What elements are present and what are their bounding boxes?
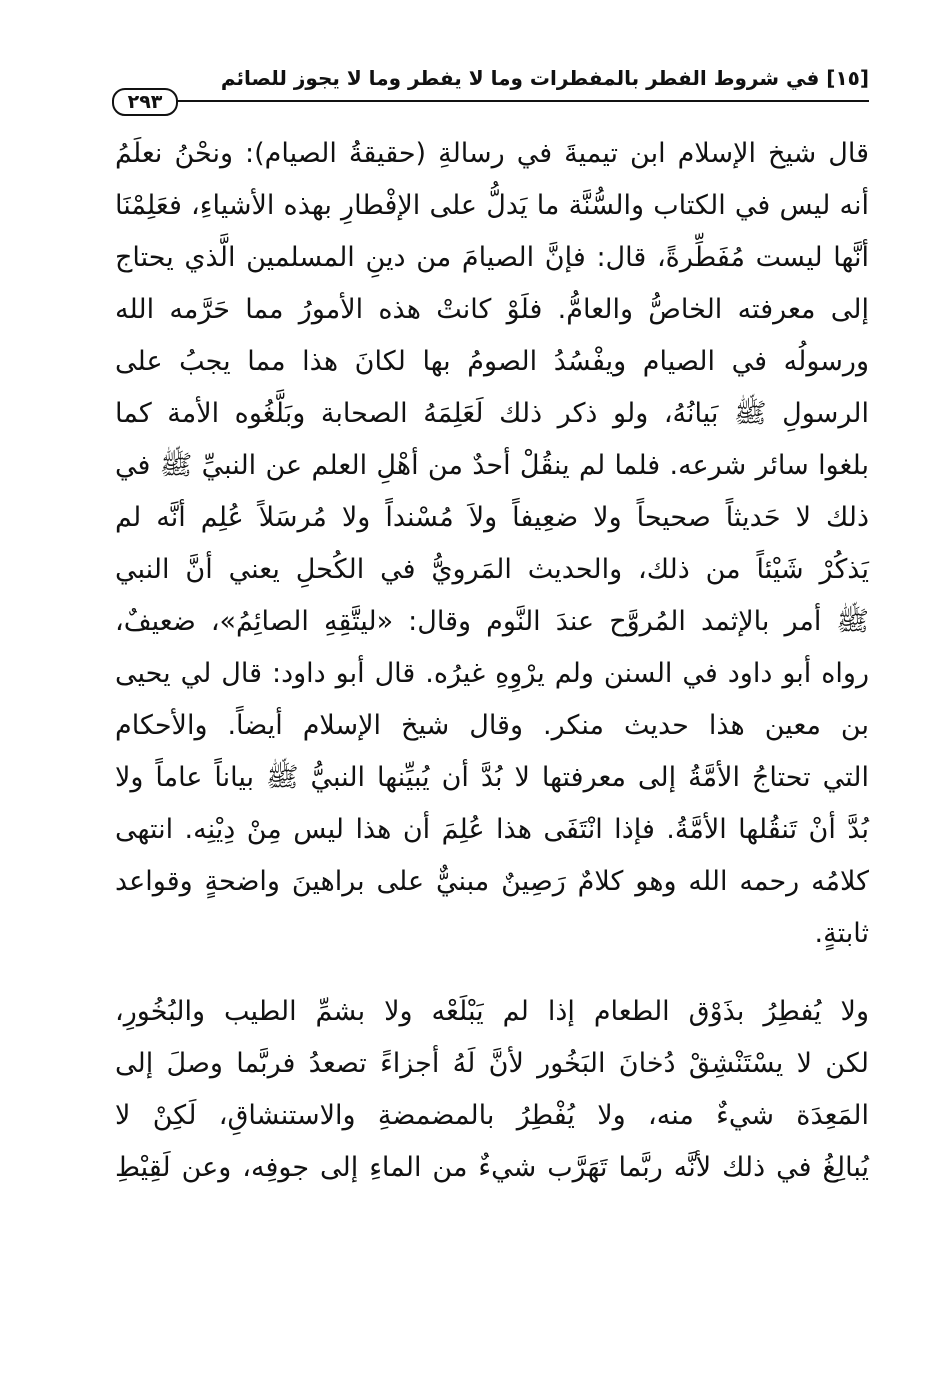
text-line: لكن لا يسْتَنْشِقْ دُخانَ البَخُور لأنَّ لَهُ أجزاءً تصعدُ فربَّما وصلَ إلى	[115, 1048, 869, 1079]
text-line: إلى معرفته الخاصُّ والعامُّ. فلَوْ كانتْ هذه الأمورُ مما حَرَّمه الله	[115, 294, 869, 325]
header-rule	[112, 100, 869, 102]
page-number: ٢٩٣	[112, 88, 178, 116]
text-line: قال شيخ الإسلام ابن تيميةَ في رسالةِ (حقيقةُ الصيام): ونحْنُ نعلَمُ	[115, 138, 869, 169]
text-line: أنَّها ليست مُفَطِّرةً، قال: فإنَّ الصيامَ من دينِ المسلمين الَّذي يحتاج	[115, 242, 869, 273]
text-line: رواه أبو داود في السنن ولم يرْوِهِ غيرُه. قال أبو داود: قال لي يحيى	[115, 658, 869, 689]
paragraph-ibn-taymiyya-quote	[115, 128, 869, 960]
body-text	[115, 128, 869, 1194]
text-line: يَذكُرْ شَيْئاً من ذلك، والحديث المَرويُّ في الكُحلِ يعني أنَّ النبي	[115, 554, 869, 585]
text-line: ﷺ أمر بالإثمد المُروَّح عندَ النَّوم وقال: «ليتَّقِهِ الصائِمُ»، ضعيفٌ،	[115, 606, 869, 637]
text-line: التي تحتاجُ الأمَّةُ إلى معرفتها لا بُدَّ أن يُبيِّنها النبيُّ ﷺ بياناً عاماً ولا	[115, 762, 869, 793]
running-header	[112, 62, 869, 113]
text-line: كلامُه رحمه الله وهو كلامٌ رَصِينٌ مبنيٌّ على براهينَ واضحةٍ وقواعد	[115, 866, 869, 897]
paragraph-spacer	[115, 960, 869, 986]
text-line: بن معين هذا حديث منكر. وقال شيخ الإسلام أيضاً. والأحكام	[115, 710, 869, 741]
chapter-title: [١٥] في شروط الفطر بالمفطرات وما لا يفطر وما لا يجوز للصائم	[220, 66, 869, 90]
text-line: أنه ليس في الكتاب والسُّنَّة ما يَدلُّ على الإفْطارِ بهذه الأشياءِ، فعَلِمْنَا	[115, 190, 869, 221]
paragraph-tasting-and-incense	[115, 986, 869, 1194]
text-line: ورسولُه في الصيام ويفْسُدُ الصومُ بها لكانَ هذا مما يجبُ على	[115, 346, 869, 377]
text-line: بُدَّ أنْ تَنقُلها الأمَّةُ. فإذا انْتَفَى هذا عُلِمَ أن هذا ليس مِنْ دِيْنِه. انتهى	[115, 814, 869, 845]
text-line: ذلك لا حَديثاً صحيحاً ولا ضعِيفاً ولاَ مُسْنداً ولا مُرسَلاً عُلِم أنَّه لم	[115, 502, 869, 533]
text-line: ثابتةٍ.	[814, 918, 869, 949]
text-line: ولا يُفطِرُ بذَوْق الطعام إذا لم يَبْلَعْه ولا بشمِّ الطيب والبُخُورِ،	[115, 996, 869, 1027]
text-line: المَعِدَة شيءٌ منه، ولا يُفْطِرُ بالمضمضةِ والاستنشاقِ، لَكِنْ لا	[115, 1100, 869, 1131]
text-line: بلغوا سائر شرعه. فلما لم ينقُلْ أحدٌ من أهْلِ العلم عن النبيِّ ﷺ في	[115, 450, 869, 481]
text-line: الرسولِ ﷺ بَيانُهُ، ولو ذكر ذلك لَعَلِمَهُ الصحابة وبَلَّغُوه الأمة كما	[115, 398, 869, 429]
text-line: يُبالِغُ في ذلك لأنَّه ربَّما تَهَرَّب شيءٌ من الماءِ إلى جوفِه، وعن لَقِيْطِ	[115, 1152, 869, 1183]
